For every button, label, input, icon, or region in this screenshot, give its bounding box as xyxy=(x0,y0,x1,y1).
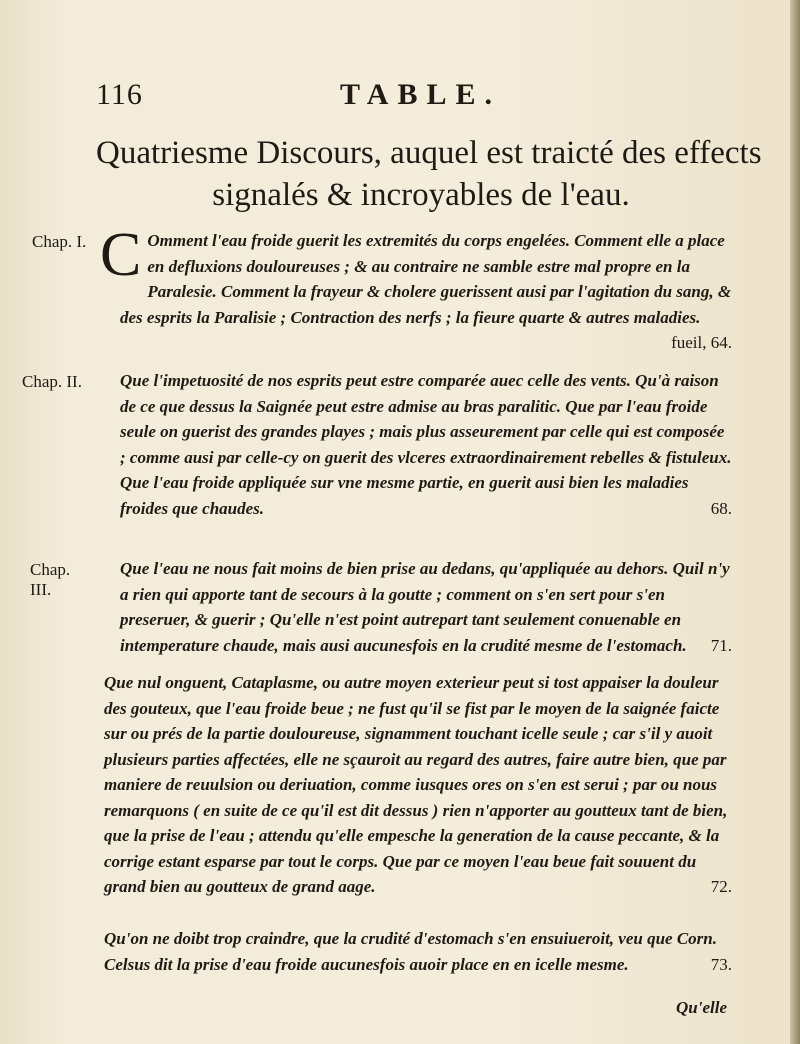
chapter-3-paragraph-3 xyxy=(104,926,732,977)
chapter-1-folio: fueil, 64. xyxy=(671,333,732,352)
chapter-1-entry xyxy=(100,221,732,356)
chapter-3-paragraph-2 xyxy=(104,670,732,900)
chapter-3-label-line-1: Chap. xyxy=(30,560,71,579)
chapter-2-text: Que l'impetuosité de nos esprits peut estre comparée auec celle des vents. Qu'à raison de ce que dessus la Saignée peut estre admise au bras paralitic. Que par l'eau froide seule on guerist des grandes playes ; mais plus asseurement par celle qui est composée ; comme ausi par celle-cy on guerit des vlceres extraordinairement rebelles & fistuleux. Que l'eau froide appliquée sur vne mesme partie, en guerit ausi bien les maladies froides que chaudes. xyxy=(120,371,732,518)
chapter-1-label: Chap. I. xyxy=(32,232,87,251)
chapter-3-label xyxy=(30,560,70,600)
chapter-2-folio: 68. xyxy=(710,498,732,518)
paragraph-text: Qu'on ne doibt trop craindre, que la crudité d'estomach s'en ensuiueroit, veu que Corn. Celsus dit la prise d'eau froide aucunesfois auoir place en en icelle mesme. xyxy=(104,929,718,974)
page-edge xyxy=(790,0,800,1044)
paragraph-folio: 71. xyxy=(710,635,732,655)
paragraph-folio: 72. xyxy=(710,877,732,896)
chapter-3-label-line-2: III. xyxy=(30,580,52,599)
discourse-title xyxy=(96,132,762,216)
paragraph-text: Que l'eau ne nous fait moins de bien prise au dedans, qu'appliquée au dehors. Quil n'y a rien qui apporte tant de secours à la goutte ; comment on s'en sert pour s'en preseruer, & guerir ; Qu'elle n'est point autrepart tant seulement conuenable en intemperature chaude, mais ausi aucunesfois en la crudité mesme de l'estomach. xyxy=(120,559,730,655)
page-number: 116 xyxy=(96,78,143,111)
catchword: Qu'elle xyxy=(676,998,727,1017)
paragraph-text: Que nul onguent, Cataplasme, ou autre moyen exterieur peut si tost appaiser la douleur des gouteux, que l'eau froide beue ; ne fust qu'il se fist par le moyen de la saignée faicte sur ou prés de la partie douloureuse, signamment touchant icelle seule ; car s'il y auoit plusieurs parties affectées, elle ne sçauroit au regard des autres, faire autre bien, que par maniere de reuulsion ou deriuation, comme iusques ores on s'en est serui ; par ou nous remarquons ( en suite de ce qu'il est dit dessus ) rien n'apporter au goutteux tant de bien, que la prise de l'eau ; attendu qu'elle empesche la generation de la cause peccante, & la corrige estant esparse par tout le corps. Que par ce moyen l'eau beue fait souuent du grand bien au goutteux de grand aage. xyxy=(104,673,728,896)
chapter-2-entry xyxy=(120,368,732,521)
title-line-1: Quatriesme Discours, auquel est traicté des effects xyxy=(96,135,762,171)
paragraph-folio: 73. xyxy=(710,954,732,974)
running-title: TABLE. xyxy=(340,78,501,111)
chapter-3-paragraph-1 xyxy=(120,556,732,658)
chapter-2-label: Chap. II. xyxy=(22,372,82,391)
chapter-1-text: Omment l'eau froide guerit les extremités du corps engelées. Comment elle a place en defluxions douloureuses ; & au contraire ne samble estre mal propre en la Paralesie. Comment la frayeur & cholere guerissent ausi par l'agitation du sang, & des esprits la Paralisie ; Contraction des nerfs ; la fieure quarte & autres maladies. xyxy=(120,231,732,327)
drop-capital: C xyxy=(100,221,142,289)
title-line-2: signalés & incroyables de l'eau. xyxy=(212,177,630,213)
